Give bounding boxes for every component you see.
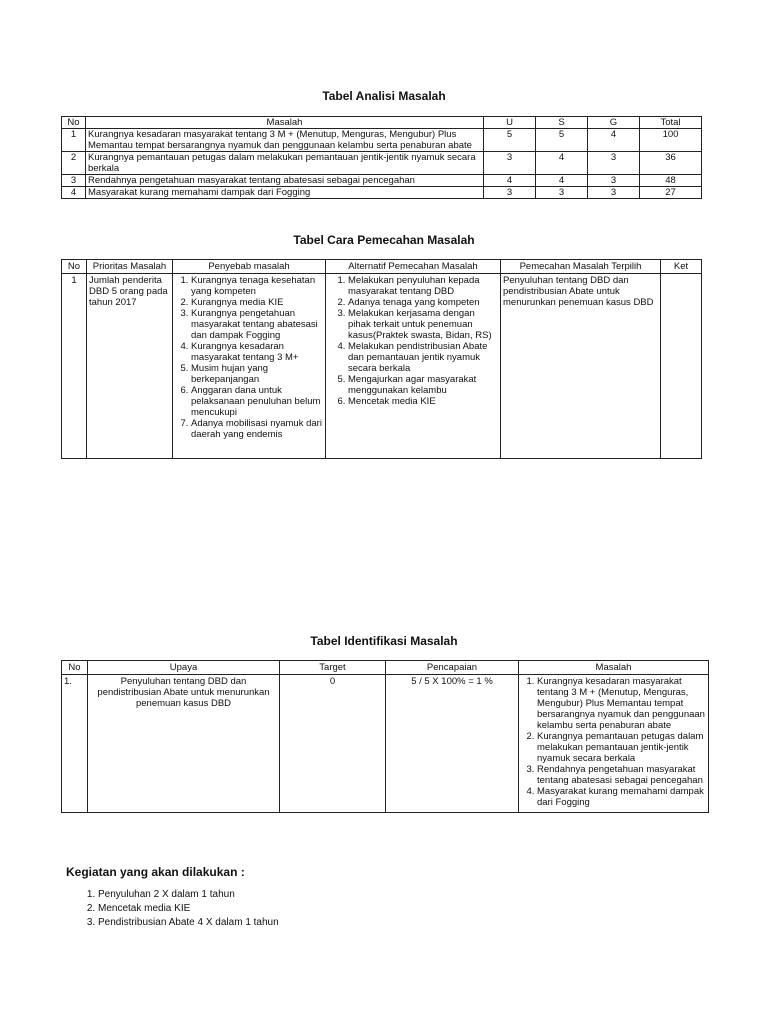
pemecahan-masalah-table	[61, 259, 702, 459]
cell-g: 3	[588, 187, 640, 199]
table-row	[62, 175, 702, 187]
cell-no: 1.	[62, 675, 88, 813]
cell-g: 4	[588, 129, 640, 152]
cell-g: 3	[588, 175, 640, 187]
list-item: 1. Penyuluhan 2 X dalam 1 tahun	[98, 888, 279, 902]
cell-u: 5	[484, 129, 536, 152]
header-target: Target	[280, 661, 386, 675]
cell-terpilih: Penyuluhan tentang DBD dan pendistribusian Abate untuk menurunkan penemuan kasus DBD	[501, 274, 661, 459]
list-item: 2. Mencetak media KIE	[98, 902, 279, 916]
cell-masalah: Kurangnya pemantauan petugas dalam melakukan pemantauan jentik-jentik nyamuk secara berkala	[86, 152, 484, 175]
cell-ket	[661, 274, 702, 459]
list-item: 1. Kurangnya kesadaran masyarakat tentang 3 M + (Menutup, Menguras, Mengubur) Plus Memantau tempat bersarangnya nyamuk dan penggunaan kelambu serta penaburan abate	[537, 676, 706, 731]
cell-total: 36	[640, 152, 702, 175]
kegiatan-list	[82, 888, 279, 930]
header-s: S	[536, 117, 588, 129]
cell-no: 4	[62, 187, 86, 199]
cell-s: 3	[536, 187, 588, 199]
header-prioritas: Prioritas Masalah	[87, 260, 173, 274]
list-item: 5. Musim hujan yang berkepanjangan	[191, 363, 323, 385]
header-total: Total	[640, 117, 702, 129]
header-upaya: Upaya	[88, 661, 280, 675]
header-masalah: Masalah	[86, 117, 484, 129]
header-u: U	[484, 117, 536, 129]
cell-masalah: Kurangnya kesadaran masyarakat tentang 3 M + (Menutup, Menguras, Mengubur) Plus Memantau tempat bersarangnya nyamuk dan penggunaan kelambu serta penaburan abate	[86, 129, 484, 152]
header-no: No	[62, 260, 87, 274]
cell-s: 4	[536, 175, 588, 187]
list-item: 3. Pendistribusian Abate 4 X dalam 1 tahun	[98, 916, 279, 930]
table-row	[62, 274, 702, 459]
header-masalah: Masalah	[519, 661, 709, 675]
table-row	[62, 152, 702, 175]
cell-no: 1	[62, 129, 86, 152]
list-item: 3. Rendahnya pengetahuan masyarakat tentang abatesasi sebagai pencegahan	[537, 764, 706, 786]
table-row	[62, 129, 702, 152]
cell-g: 3	[588, 152, 640, 175]
cell-total: 27	[640, 187, 702, 199]
header-no: No	[62, 661, 88, 675]
cell-total: 48	[640, 175, 702, 187]
table-header-row	[62, 260, 702, 274]
header-pencapaian: Pencapaian	[386, 661, 519, 675]
list-item: 3. Melakukan kerjasama dengan pihak terkait untuk penemuan kasus(Praktek swasta, Bidan, RS)	[348, 308, 498, 341]
table-header-row	[62, 117, 702, 129]
cell-alternatif	[326, 274, 501, 459]
list-item: 2. Adanya tenaga yang kompeten	[348, 297, 498, 308]
cell-penyebab	[173, 274, 326, 459]
cell-u: 4	[484, 175, 536, 187]
list-item: 5. Mengajurkan agar masyarakat menggunakan kelambu	[348, 374, 498, 396]
list-item: 3. Kurangnya pengetahuan masyarakat tentang abatesasi dan dampak Fogging	[191, 308, 323, 341]
cell-masalah: Rendahnya pengetahuan masyarakat tentang abatesasi sebagai pencegahan	[86, 175, 484, 187]
cell-prioritas: Jumlah penderita DBD 5 orang pada tahun 2017	[87, 274, 173, 459]
list-item: 2. Kurangnya media KIE	[191, 297, 323, 308]
list-item: 7. Adanya mobilisasi nyamuk dari daerah yang endemis	[191, 418, 323, 440]
cell-no: 1	[62, 274, 87, 459]
list-item: 1. Melakukan penyuluhan kepada masyarakat tentang DBD	[348, 275, 498, 297]
analisis-masalah-table	[61, 116, 702, 199]
identifikasi-masalah-table	[61, 660, 709, 813]
cell-s: 4	[536, 152, 588, 175]
table-row	[62, 187, 702, 199]
list-item: 4. Kurangnya kesadaran masyarakat tentang 3 M+	[191, 341, 323, 363]
table-header-row	[62, 661, 709, 675]
cell-s: 5	[536, 129, 588, 152]
table1-title: Tabel Analisi Masalah	[322, 89, 446, 103]
header-no: No	[62, 117, 86, 129]
list-item: 6. Mencetak media KIE	[348, 396, 498, 407]
list-item: 2. Kurangnya pemantauan petugas dalam melakukan pemantauan jentik-jentik nyamuk secara berkala	[537, 731, 706, 764]
cell-masalah: Masyarakat kurang memahami dampak dari Fogging	[86, 187, 484, 199]
list-item: 1. Kurangnya tenaga kesehatan yang kompeten	[191, 275, 323, 297]
cell-no: 3	[62, 175, 86, 187]
list-item: 4. Masyarakat kurang memahami dampak dari Fogging	[537, 786, 706, 808]
list-item: 6. Anggaran dana untuk pelaksanaan penuluhan belum mencukupi	[191, 385, 323, 418]
cell-no: 2	[62, 152, 86, 175]
header-terpilih: Pemecahan Masalah Terpilih	[501, 260, 661, 274]
table2-title: Tabel Cara Pemecahan Masalah	[293, 233, 475, 247]
cell-u: 3	[484, 187, 536, 199]
kegiatan-heading: Kegiatan yang akan dilakukan :	[66, 865, 245, 879]
cell-masalah	[519, 675, 709, 813]
header-ket: Ket	[661, 260, 702, 274]
cell-upaya: Penyuluhan tentang DBD dan pendistribusian Abate untuk menurunkan penemuan kasus DBD	[88, 675, 280, 813]
cell-pencapaian: 5 / 5 X 100% = 1 %	[386, 675, 519, 813]
header-penyebab: Penyebab masalah	[173, 260, 326, 274]
header-alternatif: Alternatif Pemecahan Masalah	[326, 260, 501, 274]
header-g: G	[588, 117, 640, 129]
cell-u: 3	[484, 152, 536, 175]
table-row	[62, 675, 709, 813]
list-item: 4. Melakukan pendistribusian Abate dan pemantauan jentik nyamuk secara berkala	[348, 341, 498, 374]
cell-total: 100	[640, 129, 702, 152]
cell-target: 0	[280, 675, 386, 813]
table3-title: Tabel Identifikasi Masalah	[310, 634, 458, 648]
